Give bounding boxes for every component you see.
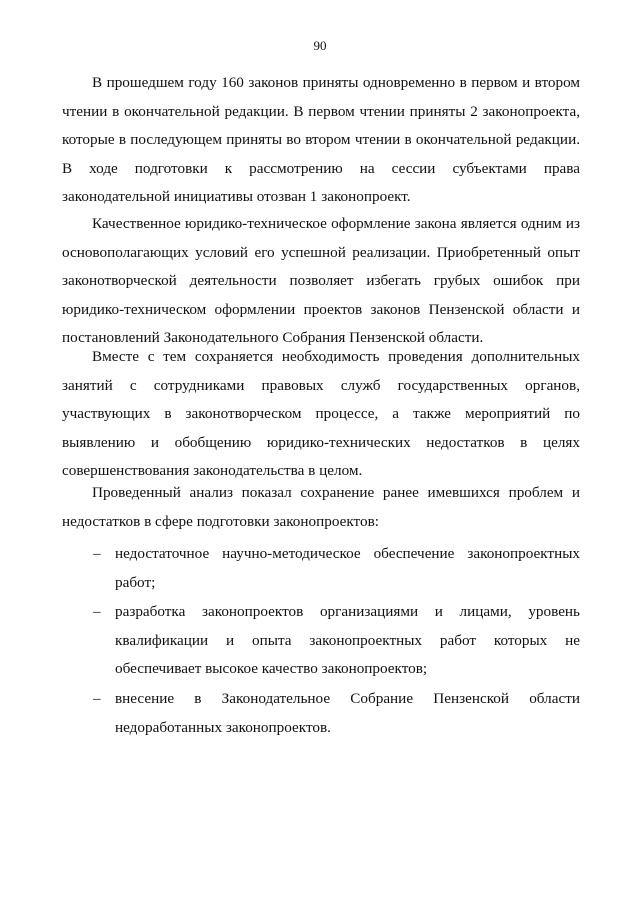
paragraph: Проведенный анализ показал сохранение ранее имевшихся проблем и недостатков в сфере подготовки законопроектов: bbox=[62, 484, 580, 530]
list-dash: – bbox=[93, 690, 101, 707]
list-item-text: недостаточное научно-методическое обеспечение законопроектных работ; bbox=[115, 545, 580, 591]
page-number: 90 bbox=[313, 38, 327, 53]
paragraph: Качественное юридико-техническое оформление закона является одним из основополагающих условий его успешной реализации. Приобретенный опыт законотворческой деятельности позволяет избегать грубых ошибок при юридико-техническом оформлении проектов законов Пензенской области и постановлений Законодательного Собрания Пензенской области. bbox=[62, 215, 580, 346]
list-dash: – bbox=[93, 545, 101, 562]
list-item-text: внесение в Законодательное Собрание Пензенской области недоработанных законопроектов. bbox=[115, 690, 580, 736]
paragraph: Вместе с тем сохраняется необходимость проведения дополнительных занятий с сотрудниками правовых служб государственных органов, участвующих в законотворческом процессе, а также мероприятий по выявлению и обобщению юридико-технических недостатков в целях совершенствования законодательства в целом. bbox=[62, 348, 580, 479]
list-item bbox=[93, 685, 580, 742]
paragraph: В прошедшем году 160 законов приняты одновременно в первом и втором чтении в окончательной редакции. В первом чтении приняты 2 законопроекта, которые в последующем приняты во втором чтении в окончательной редакции. В ходе подготовки к рассмотрению на сессии субъектами права законодательной инициативы отозван 1 законопроект. bbox=[62, 74, 580, 205]
list-item-text: разработка законопроектов организациями и лицами, уровень квалификации и опыта законопроектных работ которых не обеспечивает высокое качество законопроектов; bbox=[115, 603, 580, 677]
list-item bbox=[93, 598, 580, 684]
list-dash: – bbox=[93, 603, 101, 620]
list-item bbox=[93, 540, 580, 597]
